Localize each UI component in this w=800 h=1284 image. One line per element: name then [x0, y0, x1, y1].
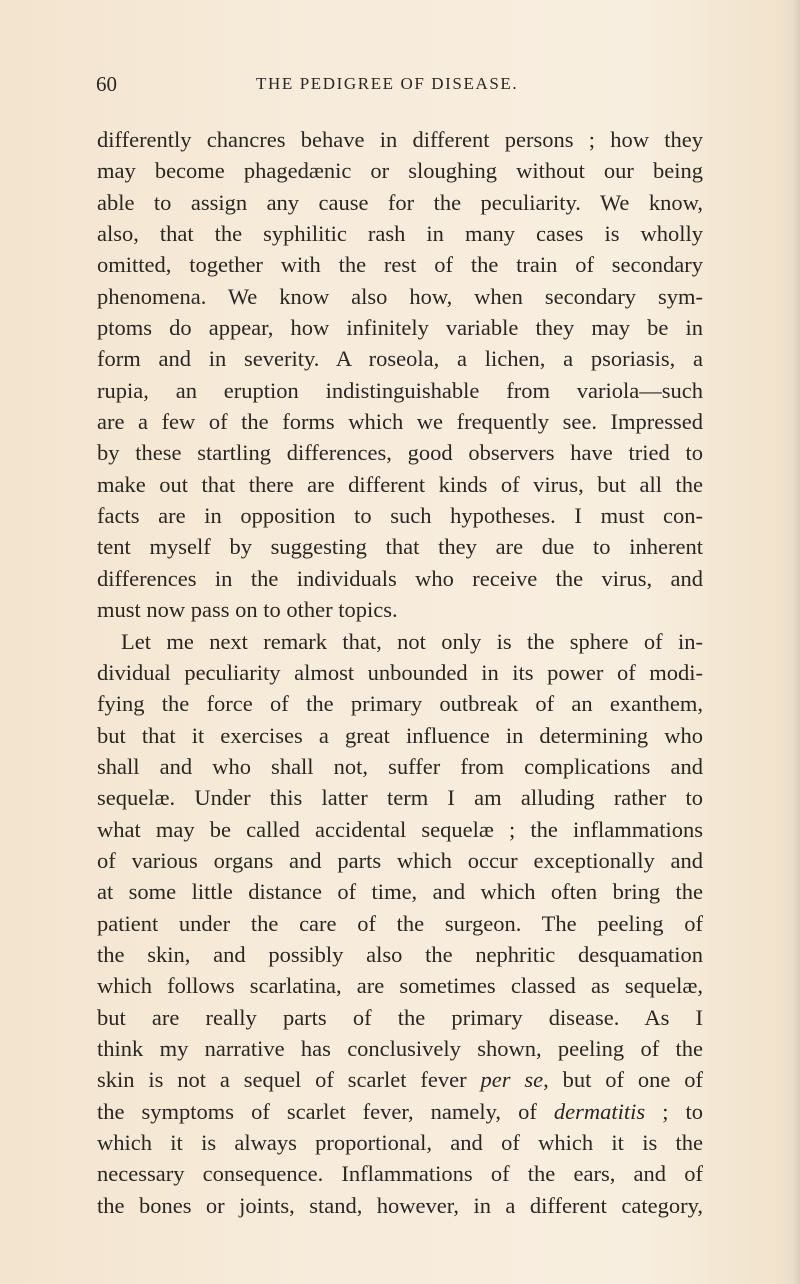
text-line: but that it exercises a great influence in determining who	[97, 722, 703, 748]
text-line: also, that the syphilitic rash in many cases is wholly	[97, 221, 703, 247]
text-line: think my narrative has conclusively shown, peeling of the	[97, 1035, 703, 1061]
text-line-with-italic	[97, 1064, 703, 1095]
running-title: THE PEDIGREE OF DISEASE.	[256, 74, 519, 93]
text-line-paragraph-end: must now pass on to other topics.	[97, 597, 398, 623]
text-line: are a few of the forms which we frequently see. Impressed	[97, 409, 703, 435]
text-line: at some little distance of time, and which often bring the	[97, 879, 703, 905]
italic-phrase: dermatitis	[553, 1098, 646, 1124]
text-line: the skin, and possibly also the nephritic desquamation	[97, 941, 703, 967]
text-line: form and in severity. A roseola, a lichen, a psoriasis, a	[97, 346, 703, 372]
text-line: sequelæ. Under this latter term I am alluding rather to	[97, 785, 703, 811]
text-line: which it is always proportional, and of which it is the	[97, 1130, 703, 1155]
text-run: the symptoms of scarlet fever, namely, of	[97, 1098, 554, 1124]
text-line: differently chancres behave in different persons ; how they	[97, 127, 703, 152]
text-line-paragraph-start: Let me next remark that, not only is the sphere of in-	[121, 628, 703, 654]
text-line: by these startling differences, good observers have tried to	[97, 440, 703, 466]
text-line: tent myself by suggesting that they are due to inherent	[97, 534, 703, 560]
page-number: 60	[96, 72, 117, 96]
text-line: rupia, an eruption indistinguishable from variola—such	[97, 377, 703, 403]
text-line: phenomena. We know also how, when secondary sym-	[97, 283, 703, 309]
text-line: differences in the individuals who receive the virus, and	[97, 565, 703, 591]
text-line: dividual peculiarity almost unbounded in its power of modi-	[97, 659, 703, 685]
text-line: make out that there are different kinds of virus, but all the	[97, 471, 703, 497]
body-text	[97, 124, 703, 1221]
page-edge-shadow	[792, 0, 800, 1284]
text-line: but are really parts of the primary disease. As I	[97, 1004, 703, 1030]
running-head	[96, 72, 702, 96]
text-run: skin is not a sequel of scarlet fever	[97, 1067, 481, 1093]
text-line: which follows scarlatina, are sometimes classed as sequelæ,	[97, 973, 703, 999]
text-run: ; to	[645, 1098, 703, 1124]
text-line: shall and who shall not, suffer from complications and	[97, 753, 703, 779]
text-line: may become phagedænic or sloughing without our being	[97, 158, 703, 184]
text-line: fying the force of the primary outbreak of an exanthem,	[97, 691, 703, 717]
text-line: omitted, together with the rest of the train of secondary	[97, 252, 703, 278]
text-line: able to assign any cause for the peculiarity. We know,	[97, 189, 703, 215]
italic-phrase: per se	[480, 1067, 544, 1093]
text-line-with-italic	[97, 1096, 703, 1127]
text-line: facts are in opposition to such hypotheses. I must con-	[97, 503, 703, 529]
text-line: patient under the care of the surgeon. The peeling of	[97, 910, 703, 936]
text-line: necessary consequence. Inflammations of the ears, and of	[97, 1161, 703, 1187]
text-line: of various organs and parts which occur exceptionally and	[97, 847, 703, 873]
text-line: the bones or joints, stand, however, in a different category,	[97, 1192, 703, 1218]
text-line: what may be called accidental sequelæ ; the inflammations	[97, 816, 703, 842]
text-run: , but of one of	[543, 1067, 703, 1093]
text-line: ptoms do appear, how infinitely variable they may be in	[97, 315, 703, 341]
